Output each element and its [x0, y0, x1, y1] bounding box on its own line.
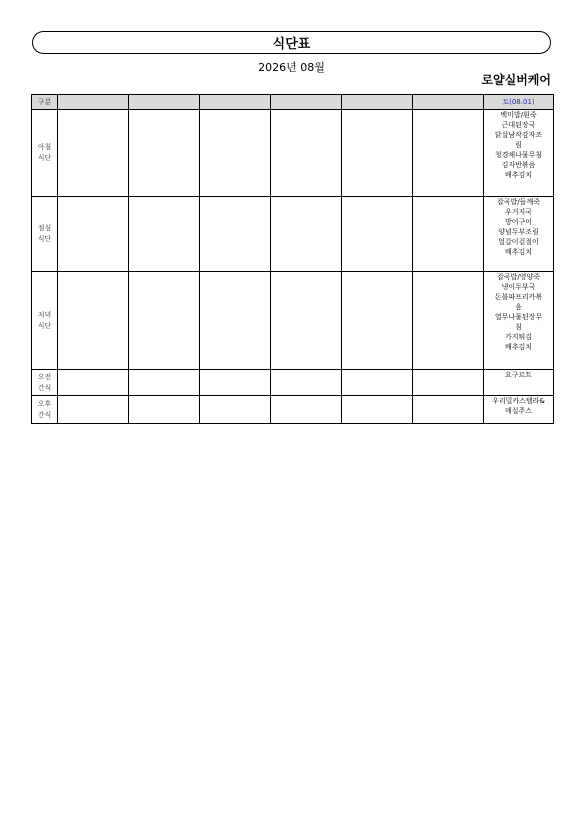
empty-cell — [413, 272, 484, 370]
menu-item: 돈불파프리카볶 — [494, 293, 543, 301]
empty-day-header — [271, 95, 342, 110]
empty-cell — [271, 396, 342, 424]
menu-item: 우거지국 — [504, 208, 533, 216]
table-row-morning-snack — [32, 370, 554, 396]
menu-item: 얼갈이겉절이 — [498, 238, 539, 246]
table-row-afternoon-snack — [32, 396, 554, 424]
row-label-morning-snack — [32, 370, 58, 396]
menu-item: 우리밀카스텔라& — [492, 397, 545, 405]
menu-item: 양념두부조림 — [498, 228, 539, 236]
menu-item: 잡곡밥/들깨죽 — [497, 198, 540, 206]
empty-cell — [271, 197, 342, 272]
menu-cell-afternoon-snack — [484, 396, 554, 424]
menu-item: 요구르트 — [504, 371, 533, 379]
row-label-lunch — [32, 197, 58, 272]
table-row-dinner — [32, 272, 554, 370]
empty-cell — [200, 110, 271, 197]
menu-item: 김자반볶음 — [501, 161, 536, 169]
table-row-breakfast — [32, 110, 554, 197]
empty-day-header — [413, 95, 484, 110]
menu-table — [31, 94, 554, 424]
empty-cell — [342, 370, 413, 396]
menu-item: 백미밥/흰죽 — [500, 111, 537, 119]
row-label-line: 오후 — [37, 399, 52, 408]
empty-cell — [58, 110, 129, 197]
period-label: 2026년 08월 — [258, 61, 325, 74]
row-label-dinner — [32, 272, 58, 370]
menu-item: 매실주스 — [504, 407, 533, 415]
empty-cell — [129, 272, 200, 370]
menu-item: 방어구이 — [504, 218, 533, 226]
menu-item: 가지튀김 — [504, 333, 533, 341]
row-label-line: 식단 — [37, 154, 52, 162]
empty-cell — [271, 370, 342, 396]
menu-cell-morning-snack — [484, 370, 554, 396]
menu-item: 배추김치 — [504, 171, 533, 179]
corner-label: 구분 — [32, 95, 58, 110]
empty-cell — [413, 110, 484, 197]
empty-day-header — [342, 95, 413, 110]
empty-cell — [129, 197, 200, 272]
empty-cell — [58, 370, 129, 396]
menu-item: 열무나물된장무 — [494, 313, 543, 321]
row-label-afternoon-snack — [32, 396, 58, 424]
empty-cell — [413, 370, 484, 396]
row-label-line: 간식 — [37, 383, 52, 392]
empty-day-header — [129, 95, 200, 110]
empty-cell — [413, 197, 484, 272]
empty-cell — [58, 197, 129, 272]
row-label-line: 식단 — [37, 321, 52, 330]
menu-item: 배추김치 — [504, 248, 533, 256]
row-label-line: 저녁 — [37, 310, 52, 319]
empty-cell — [200, 370, 271, 396]
empty-cell — [342, 396, 413, 424]
empty-cell — [342, 110, 413, 197]
page-title: 식단표 — [272, 37, 311, 52]
day-header-saturday: 토(08.01) — [484, 95, 554, 110]
menu-item: 닭살남작감자조 — [494, 131, 543, 139]
menu-item: 잡곡밥/영양죽 — [497, 273, 540, 281]
title-bar — [32, 31, 551, 54]
menu-cell-lunch — [484, 197, 554, 272]
row-label-line: 아침 — [37, 143, 52, 151]
menu-item: 근대된장국 — [501, 121, 536, 129]
empty-cell — [271, 272, 342, 370]
empty-cell — [342, 197, 413, 272]
empty-cell — [200, 197, 271, 272]
empty-cell — [200, 272, 271, 370]
menu-cell-breakfast — [484, 110, 554, 197]
row-label-line: 간식 — [37, 410, 52, 419]
empty-cell — [200, 396, 271, 424]
row-label-breakfast — [32, 110, 58, 197]
empty-day-header — [58, 95, 129, 110]
menu-cell-dinner — [484, 272, 554, 370]
menu-item: 침 — [515, 323, 522, 331]
menu-item: 청경채나물무침 — [494, 151, 543, 159]
menu-item: 림 — [515, 141, 522, 149]
empty-cell — [342, 272, 413, 370]
table-row-lunch — [32, 197, 554, 272]
row-label-line: 점심 — [37, 224, 52, 232]
menu-item: 음 — [515, 303, 522, 311]
empty-cell — [58, 272, 129, 370]
empty-cell — [271, 110, 342, 197]
empty-cell — [129, 370, 200, 396]
empty-cell — [58, 396, 129, 424]
menu-item: 배추김치 — [504, 343, 533, 351]
empty-cell — [413, 396, 484, 424]
empty-day-header — [200, 95, 271, 110]
empty-cell — [129, 110, 200, 197]
table-header-row — [32, 95, 554, 110]
organization-name: 로얄실버케어 — [481, 73, 551, 87]
menu-item: 냉이두부국 — [501, 283, 536, 291]
row-label-line: 오전 — [37, 372, 52, 381]
row-label-line: 식단 — [37, 235, 52, 243]
empty-cell — [129, 396, 200, 424]
